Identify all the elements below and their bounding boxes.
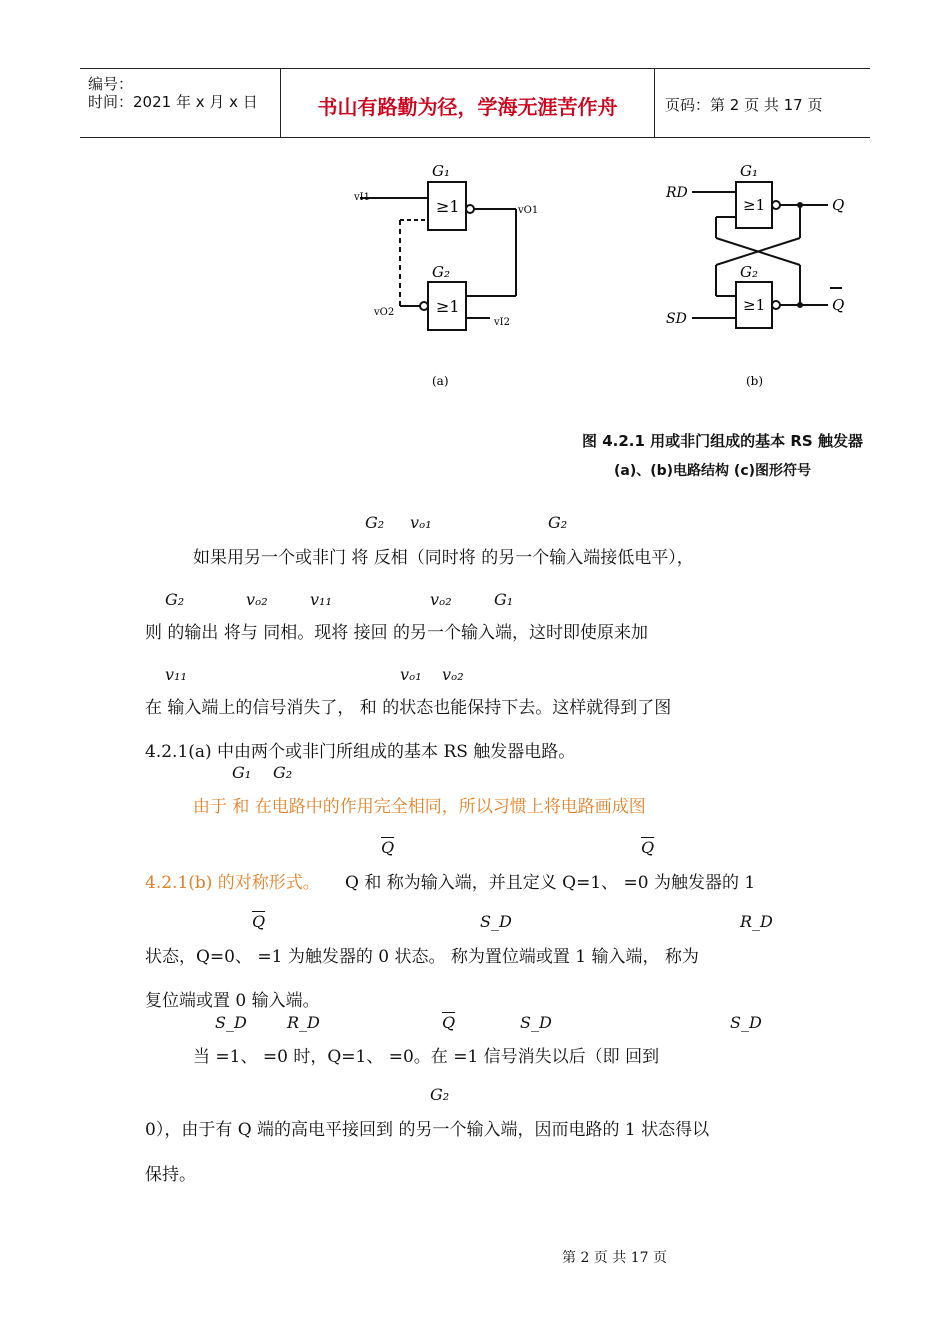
symbol-Qbar: $\overline{Q}$ <box>641 838 655 857</box>
symbol-RD: R_D <box>740 912 773 931</box>
symbol-Qbar: $\overline{Q}$ <box>381 838 395 857</box>
label-g1: G₁ <box>740 162 758 180</box>
footer-page-number: 第 2 页 共 17 页 <box>562 1250 667 1266</box>
junction-dot-q <box>797 202 803 208</box>
symbol-Qbar: $\overline{Q}$ <box>252 912 266 931</box>
inverter-bubble-g1 <box>772 201 780 209</box>
symbol-G1: G₁ <box>494 590 514 609</box>
junction-dot-qbar <box>797 302 803 308</box>
paragraph-3-line-2: 0），由于有 Q 端的高电平接回到 的另一个输入端，因而电路的 1 状态得以 <box>145 1120 710 1140</box>
gate-g2-symbol: ≥1 <box>436 297 460 316</box>
symbol-vo2: vₒ₂ <box>430 590 452 609</box>
symbol-G2: G₂ <box>430 1085 450 1104</box>
symbol-vo2: vₒ₂ <box>246 590 268 609</box>
motto: 书山有路勤为径，学海无涯苦作舟 <box>317 95 618 119</box>
symbol-vo2: vₒ₂ <box>442 665 464 684</box>
gate-g2-symbol: ≥1 <box>743 296 766 314</box>
figure-caption-line1: 图 4.2.1 用或非门组成的基本 RS 触发器 <box>582 432 863 450</box>
paragraph-3-line-3: 保持。 <box>145 1165 196 1185</box>
header-left-cell <box>80 69 281 137</box>
inverter-bubble-g1 <box>466 205 474 213</box>
label-g1: G₁ <box>432 162 450 180</box>
symbol-vo1: vₒ₁ <box>400 665 422 684</box>
label-a: (a) <box>432 374 449 388</box>
paragraph-1-line-4: 4.2.1(a) 中由两个或非门所组成的基本 RS 触发器电路。 <box>145 742 576 762</box>
paragraph-1-line-2: 则 的输出 将与 同相。现将 接回 的另一个输入端，这时即使原来加 <box>145 623 649 643</box>
circuit-figure-b <box>660 160 860 395</box>
symbol-Qbar: $\overline{Q}$ <box>442 1013 456 1032</box>
gate-g1-symbol: ≥1 <box>436 197 460 216</box>
symbol-vo1: vₒ₁ <box>410 513 432 532</box>
paragraph-2-line-2-rest: Q 和 称为输入端，并且定义 Q=1、 =0 为触发器的 1 <box>345 873 756 893</box>
inverter-bubble-g2 <box>420 302 428 310</box>
gate-g1-symbol: ≥1 <box>743 196 766 214</box>
paragraph-2-line-2: 4.2.1(b) 的对称形式。 <box>145 873 320 893</box>
figure-caption-line2: (a)、(b)电路结构 (c)图形符号 <box>614 463 812 479</box>
symbol-G2: G₂ <box>165 590 185 609</box>
paragraph-2-line-4: 复位端或置 0 输入端。 <box>145 991 320 1011</box>
symbol-G1: G₁ <box>232 763 252 782</box>
label-vo2: vO2 <box>374 307 395 318</box>
inverter-bubble-g2 <box>772 301 780 309</box>
document-header <box>80 68 870 138</box>
label-rd: RD <box>666 185 688 201</box>
label-vi1: vI1 <box>354 192 370 203</box>
paragraph-1-line-1: 如果用另一个或非门 将 反相（同时将 的另一个输入端接低电平）， <box>193 548 694 568</box>
paragraph-3-line-1: 当 =1、 =0 时，Q=1、 =0。在 =1 信号消失以后（即 回到 <box>193 1047 660 1067</box>
symbol-G2: G₂ <box>548 513 568 532</box>
label-g2: G₂ <box>740 263 758 281</box>
symbol-RD: R_D <box>287 1013 320 1032</box>
header-center-cell <box>281 69 655 137</box>
symbol-SD: S_D <box>520 1013 552 1032</box>
symbol-G2: G₂ <box>273 763 293 782</box>
paragraph-1-line-3: 在 输入端上的信号消失了， 和 的状态也能保持下去。这样就得到了图 <box>145 698 672 718</box>
page-info: 页码：第 2 页 共 17 页 <box>665 96 823 114</box>
symbol-SD: S_D <box>730 1013 762 1032</box>
label-g2: G₂ <box>432 263 450 281</box>
number-label: 编号： <box>88 75 134 93</box>
symbol-G2: G₂ <box>365 513 385 532</box>
circuit-figure-a <box>340 160 580 395</box>
label-qbar: Q <box>832 296 845 314</box>
label-b: (b) <box>746 374 764 388</box>
time-label: 时间：2021 年 x 月 x 日 <box>88 93 258 111</box>
paragraph-2-line-1: 由于 和 在电路中的作用完全相同，所以习惯上将电路画成图 <box>193 797 646 817</box>
label-vi2: vI2 <box>494 317 510 328</box>
label-sd: SD <box>666 311 687 327</box>
symbol-v11: v₁₁ <box>310 590 332 609</box>
label-vo1: vO1 <box>518 205 539 216</box>
symbol-v11: v₁₁ <box>165 665 187 684</box>
paragraph-2-line-3: 状态，Q=0、 =1 为触发器的 0 状态。 称为置位端或置 1 输入端， 称为 <box>145 947 699 967</box>
header-right-cell <box>655 69 870 137</box>
label-q: Q <box>832 196 845 214</box>
symbol-SD: S_D <box>480 912 512 931</box>
symbol-SD: S_D <box>215 1013 247 1032</box>
